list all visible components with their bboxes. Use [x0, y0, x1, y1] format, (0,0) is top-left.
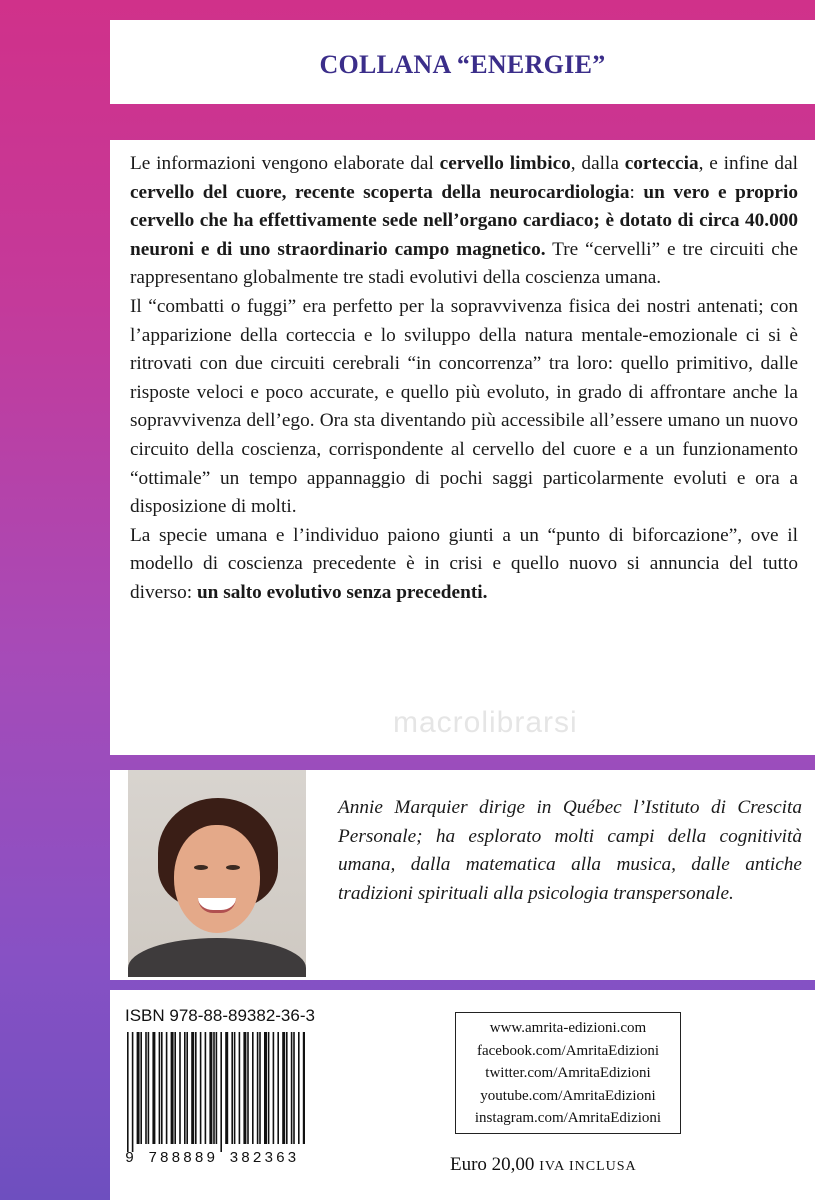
barcode-bar [225, 1032, 228, 1144]
blurb-run: un vero e proprio cervello che ha effettivamente sede nell’organo cardiaco; è dotato di circa 40.000 neuroni e di uno straordinario campo magnetico. [130, 181, 798, 260]
price-vat: IVA INCLUSA [539, 1159, 637, 1174]
barcode-bar [252, 1032, 254, 1144]
barcode-bar [200, 1032, 202, 1144]
blurb-paragraph-2 [130, 293, 798, 522]
barcode-bar [127, 1032, 129, 1152]
blurb-paragraph-1 [130, 150, 798, 293]
blurb-run: corteccia [624, 153, 699, 174]
barcode-bar [247, 1032, 249, 1144]
blurb-run: , dalla [570, 153, 625, 174]
blurb-text [130, 150, 798, 608]
blurb-run: un salto evolutivo senza precedenti. [196, 581, 488, 603]
series-title: COLLANA “ENERGIE” [319, 50, 606, 79]
link-instagram[interactable]: instagram.com/AmritaEdizioni [474, 1110, 662, 1126]
price [450, 1154, 637, 1176]
barcode-digits: 9 788889 382363 [125, 1150, 300, 1167]
barcode-bar [286, 1032, 288, 1144]
isbn-label: ISBN 978-88-89382-36-3 [125, 1006, 315, 1025]
author-photo [128, 770, 306, 977]
blurb-run: Il “combatti o fuggi” era perfetto per la sopravvivenza fisica dei nostri antenati; con l’apparizione della corteccia e lo sviluppo della natura mentale-emozionale ci si è ritrovati con due circuiti cerebrali “in concorrenza” tra loro: quello primitivo, dalle risposte veloci e poco accurate, e quello più evoluto, in grado di affrontare anche la sopravvivenza dell’ego. Ora sta diventando più accessibile all’essere umano un nuovo circuito della coscienza, corrispondente al cervello del cuore e a un funzionamento “ottimale” un tempo appannaggio di pochi saggi particolarmente evoluti e ora a disposizione di molti. [130, 295, 798, 518]
bottom-panel [110, 990, 815, 1200]
link-twitter[interactable]: twitter.com/AmritaEdizioni [485, 1065, 651, 1081]
watermark: macrolibrarsi [393, 706, 578, 739]
barcode-bar [239, 1032, 241, 1144]
barcode-bar [273, 1032, 275, 1144]
barcode-bar [259, 1032, 261, 1144]
barcode-bar [137, 1032, 140, 1144]
link-website[interactable]: www.amrita-edizioni.com [489, 1020, 647, 1036]
barcode-bar [264, 1032, 267, 1144]
barcode-bar [132, 1032, 134, 1152]
barcode-bar [291, 1032, 293, 1144]
price-amount: Euro 20,00 [450, 1154, 535, 1175]
barcode-bar [205, 1032, 207, 1144]
blurb-panel [110, 140, 815, 755]
barcode-bar [298, 1032, 300, 1144]
header-band [110, 20, 815, 104]
blurb-run: Tre “cervelli” e tre circuiti che rappresentano globalmente tre stadi evolutivi della coscienza umana. [130, 238, 798, 289]
blurb-paragraph-3 [130, 522, 798, 608]
barcode-bar [216, 1032, 218, 1144]
barcode-bar [184, 1032, 186, 1144]
author-bio: Annie Marquier dirige in Québec l’Istituto di Crescita Personale; ha esplorato molti campi della cognitività umana, dalla matematica alla musica, dalle antiche tradizioni spirituali alla psicologia transpersonale. [338, 797, 802, 904]
barcode-bar [145, 1032, 147, 1144]
blurb-run: : [629, 181, 644, 203]
barcode-bar [195, 1032, 197, 1144]
links-box [455, 1012, 681, 1134]
barcode-bar [243, 1032, 246, 1144]
barcode-bar [161, 1032, 163, 1144]
barcode-bar [179, 1032, 181, 1144]
barcode-bar [152, 1032, 155, 1144]
barcode-bar [213, 1032, 215, 1144]
barcode-bar [268, 1032, 270, 1144]
barcode-bar [140, 1032, 142, 1144]
barcode-bar [277, 1032, 279, 1144]
barcode-bar [257, 1032, 259, 1144]
barcode-bar [209, 1032, 212, 1144]
barcode-bar [282, 1032, 285, 1144]
barcode-bar [234, 1032, 236, 1144]
blurb-run: , e infine dal [698, 153, 798, 174]
barcode-bar [166, 1032, 168, 1144]
blurb-run: cervello limbico [439, 153, 571, 174]
barcode [125, 1032, 305, 1152]
barcode-bar [174, 1032, 176, 1144]
link-youtube[interactable]: youtube.com/AmritaEdizioni [480, 1087, 656, 1104]
barcode-bar [148, 1032, 150, 1144]
barcode-bar [303, 1032, 305, 1144]
barcode-bar [186, 1032, 188, 1144]
barcode-bar [191, 1032, 194, 1144]
barcode-bar [293, 1032, 295, 1144]
barcode-bar [220, 1032, 222, 1152]
blurb-run: Le informazioni vengono elaborate dal [130, 153, 440, 174]
barcode-bar [171, 1032, 174, 1144]
blurb-run: La specie umana e l’individuo paiono giunti a un “punto di biforcazione”, ove il modello di coscienza precedente è in crisi e quello nuovo si annuncia del tutto diverso: [130, 524, 798, 603]
barcode-bar [159, 1032, 161, 1144]
blurb-run: cervello del cuore, recente scoperta della neurocardiologia [130, 181, 630, 203]
author-panel [110, 770, 815, 980]
link-facebook[interactable]: facebook.com/AmritaEdizioni [476, 1042, 660, 1059]
barcode-bar [231, 1032, 233, 1144]
